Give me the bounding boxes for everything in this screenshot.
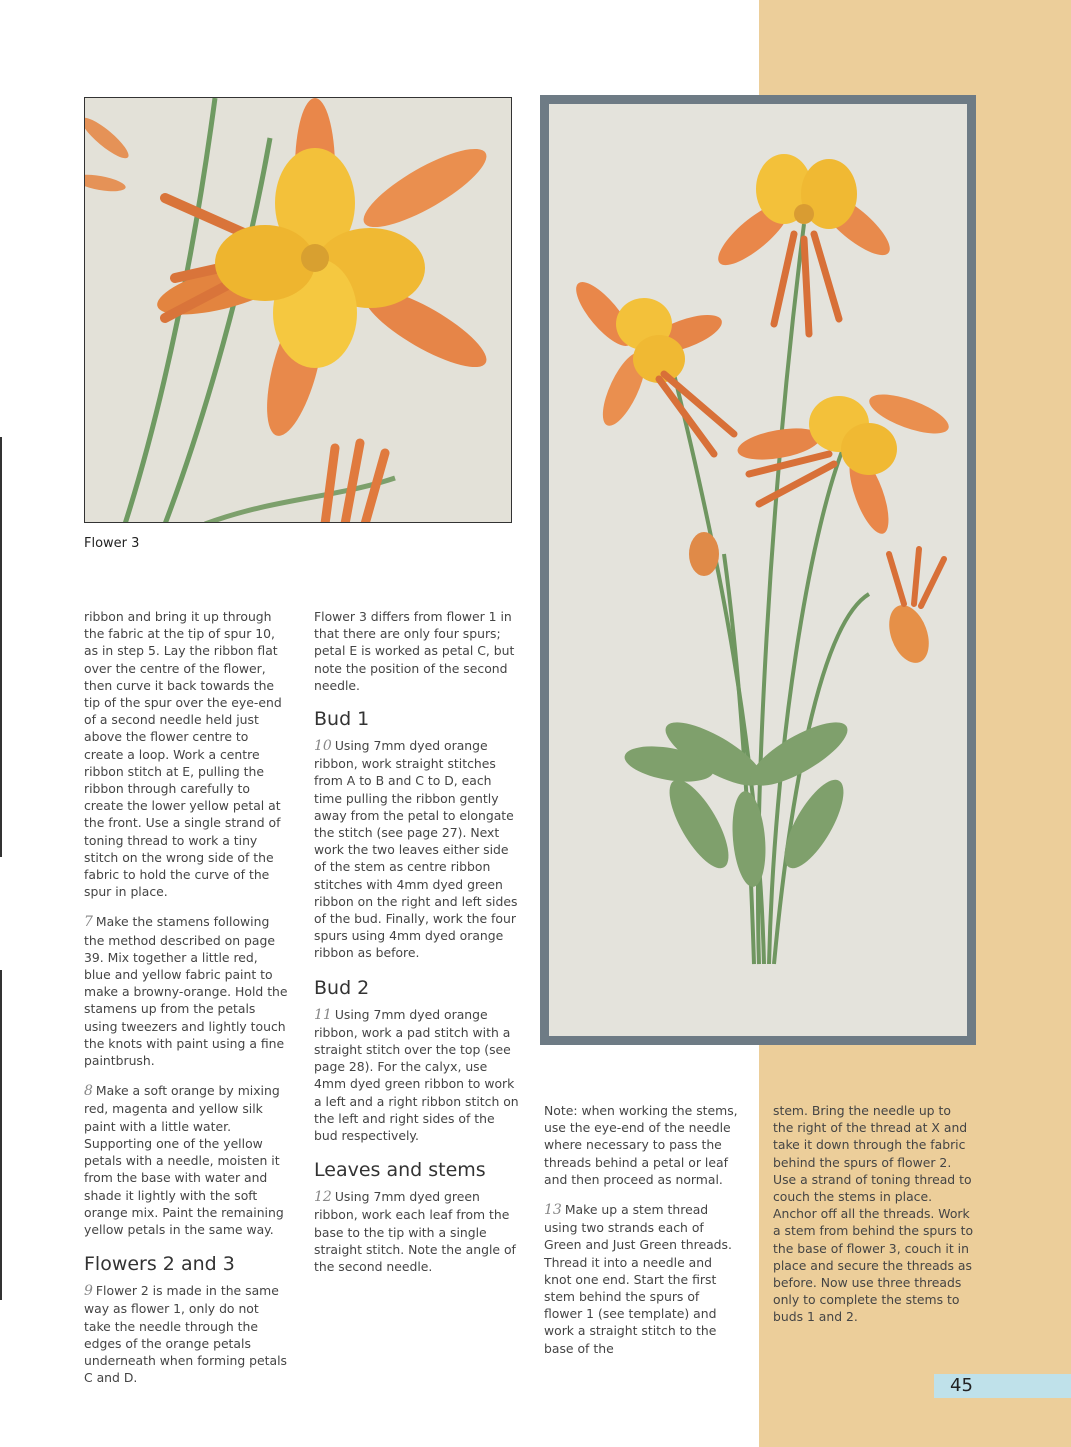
step-9 — [84, 1282, 288, 1386]
paragraph: ribbon and bring it up through the fabric at the tip of spur 10, as in step 5. Lay the ribbon flat over the centre of the flower, then curve it back towards the tip of the spur over the eye-end of a second needle held just above the flower centre to create a loop. Work a centre ribbon stitch at E, pulling the ribbon through carefully to create the lower yellow petal at the front. Use a single strand of toning thread to work a tiny stitch on the wrong side of the fabric to hold the curve of the spur in place. — [84, 609, 282, 900]
step-text: Make up a stem thread using two strands each of Green and Just Green threads. Thread it into a needle and knot one end. Start the first stem behind the spurs of flower 1 (see template) and work a straight stitch to the base of the — [544, 1202, 732, 1356]
step-7 — [84, 913, 288, 1069]
step-number: 13 — [544, 1202, 562, 1219]
heading-bud-2: Bud 2 — [314, 976, 370, 999]
step-number: 9 — [84, 1283, 93, 1300]
flower-3-photo — [84, 97, 512, 523]
text-column-1 — [84, 608, 288, 1399]
heading-flowers-2-3: Flowers 2 and 3 — [84, 1253, 235, 1276]
step-number: 7 — [84, 914, 93, 931]
edge-rule — [0, 970, 2, 1300]
step-8 — [84, 1082, 288, 1238]
step-text: Using 7mm dyed orange ribbon, work a pad stitch with a straight stitch over the top (see page 28). For the calyx, use 4mm dyed green ribbon to work a left and a right ribbon stitch on the left and right sides of the bud respectively. — [314, 1006, 519, 1144]
text-column-2 — [314, 608, 522, 1288]
text-column-3 — [544, 1102, 740, 1370]
step-text: Using 7mm dyed green ribbon, work each leaf from the base to the tip with a single straight stitch. Note the angle of the second needle. — [314, 1189, 516, 1275]
note: Note: when working the stems, use the eye-end of the needle where necessary to pass the threads behind a petal or leaf and then proceed as normal. — [544, 1103, 738, 1187]
step-13 — [544, 1201, 740, 1357]
photo-caption: Flower 3 — [84, 536, 140, 551]
paragraph: stem. Bring the needle up to the right of the thread at X and take it down through the fabric behind the spurs of flower 2. Use a strand of toning thread to couch the stems in place. Anchor off all the threads. Work a stem from behind the spurs to the base of flower 3, couch it in place and secure the threads as before. Now use three threads only to complete the stems to buds 1 and 2. — [773, 1103, 974, 1325]
step-number: 12 — [314, 1189, 332, 1206]
step-number: 10 — [314, 738, 332, 755]
step-number: 11 — [314, 1006, 332, 1023]
step-text: Using 7mm dyed orange ribbon, work straight stitches from A to B and C to D, each time pulling the ribbon gently away from the petal to elongate the stitch (see page 27). Next work the two leaves either side of the stem as centre ribbon stitches with 4mm dyed green ribbon on the right and left sides of the bud. Finally, work the four spurs using 4mm dyed orange ribbon as before. — [314, 738, 518, 961]
text-column-4 — [773, 1102, 975, 1339]
step-10 — [314, 737, 522, 962]
columbine-illustration — [549, 104, 967, 1036]
step-text: Make a soft orange by mixing red, magenta and yellow silk paint with a little water. Supporting one of the yellow petals with a needle, moisten it from the base with water and shade it lightly with the soft orange mix. Paint the remaining yellow petals in the same way. — [84, 1083, 284, 1237]
step-text: Make the stamens following the method described on page 39. Mix together a little red, blue and yellow fabric paint to make a browny-orange. Hold the stamens up from the petals using tweezers and lightly touch the knots with paint using a fine paintbrush. — [84, 914, 288, 1069]
paragraph: Flower 3 differs from flower 1 in that there are only four spurs; petal E is worked as petal C, but note the position of the second needle. — [314, 609, 515, 693]
flower-3-illustration — [85, 98, 512, 523]
step-11 — [314, 1006, 522, 1145]
heading-bud-1: Bud 1 — [314, 708, 370, 731]
edge-rule — [0, 437, 2, 857]
step-number: 8 — [84, 1083, 93, 1100]
step-text: Flower 2 is made in the same way as flower 1, only do not take the needle through the edges of the orange petals underneath when forming petals C and D. — [84, 1283, 288, 1386]
full-design-photo — [540, 95, 976, 1045]
heading-leaves-stems: Leaves and stems — [314, 1159, 486, 1182]
step-12 — [314, 1188, 522, 1275]
page-number: 45 — [950, 1375, 973, 1396]
